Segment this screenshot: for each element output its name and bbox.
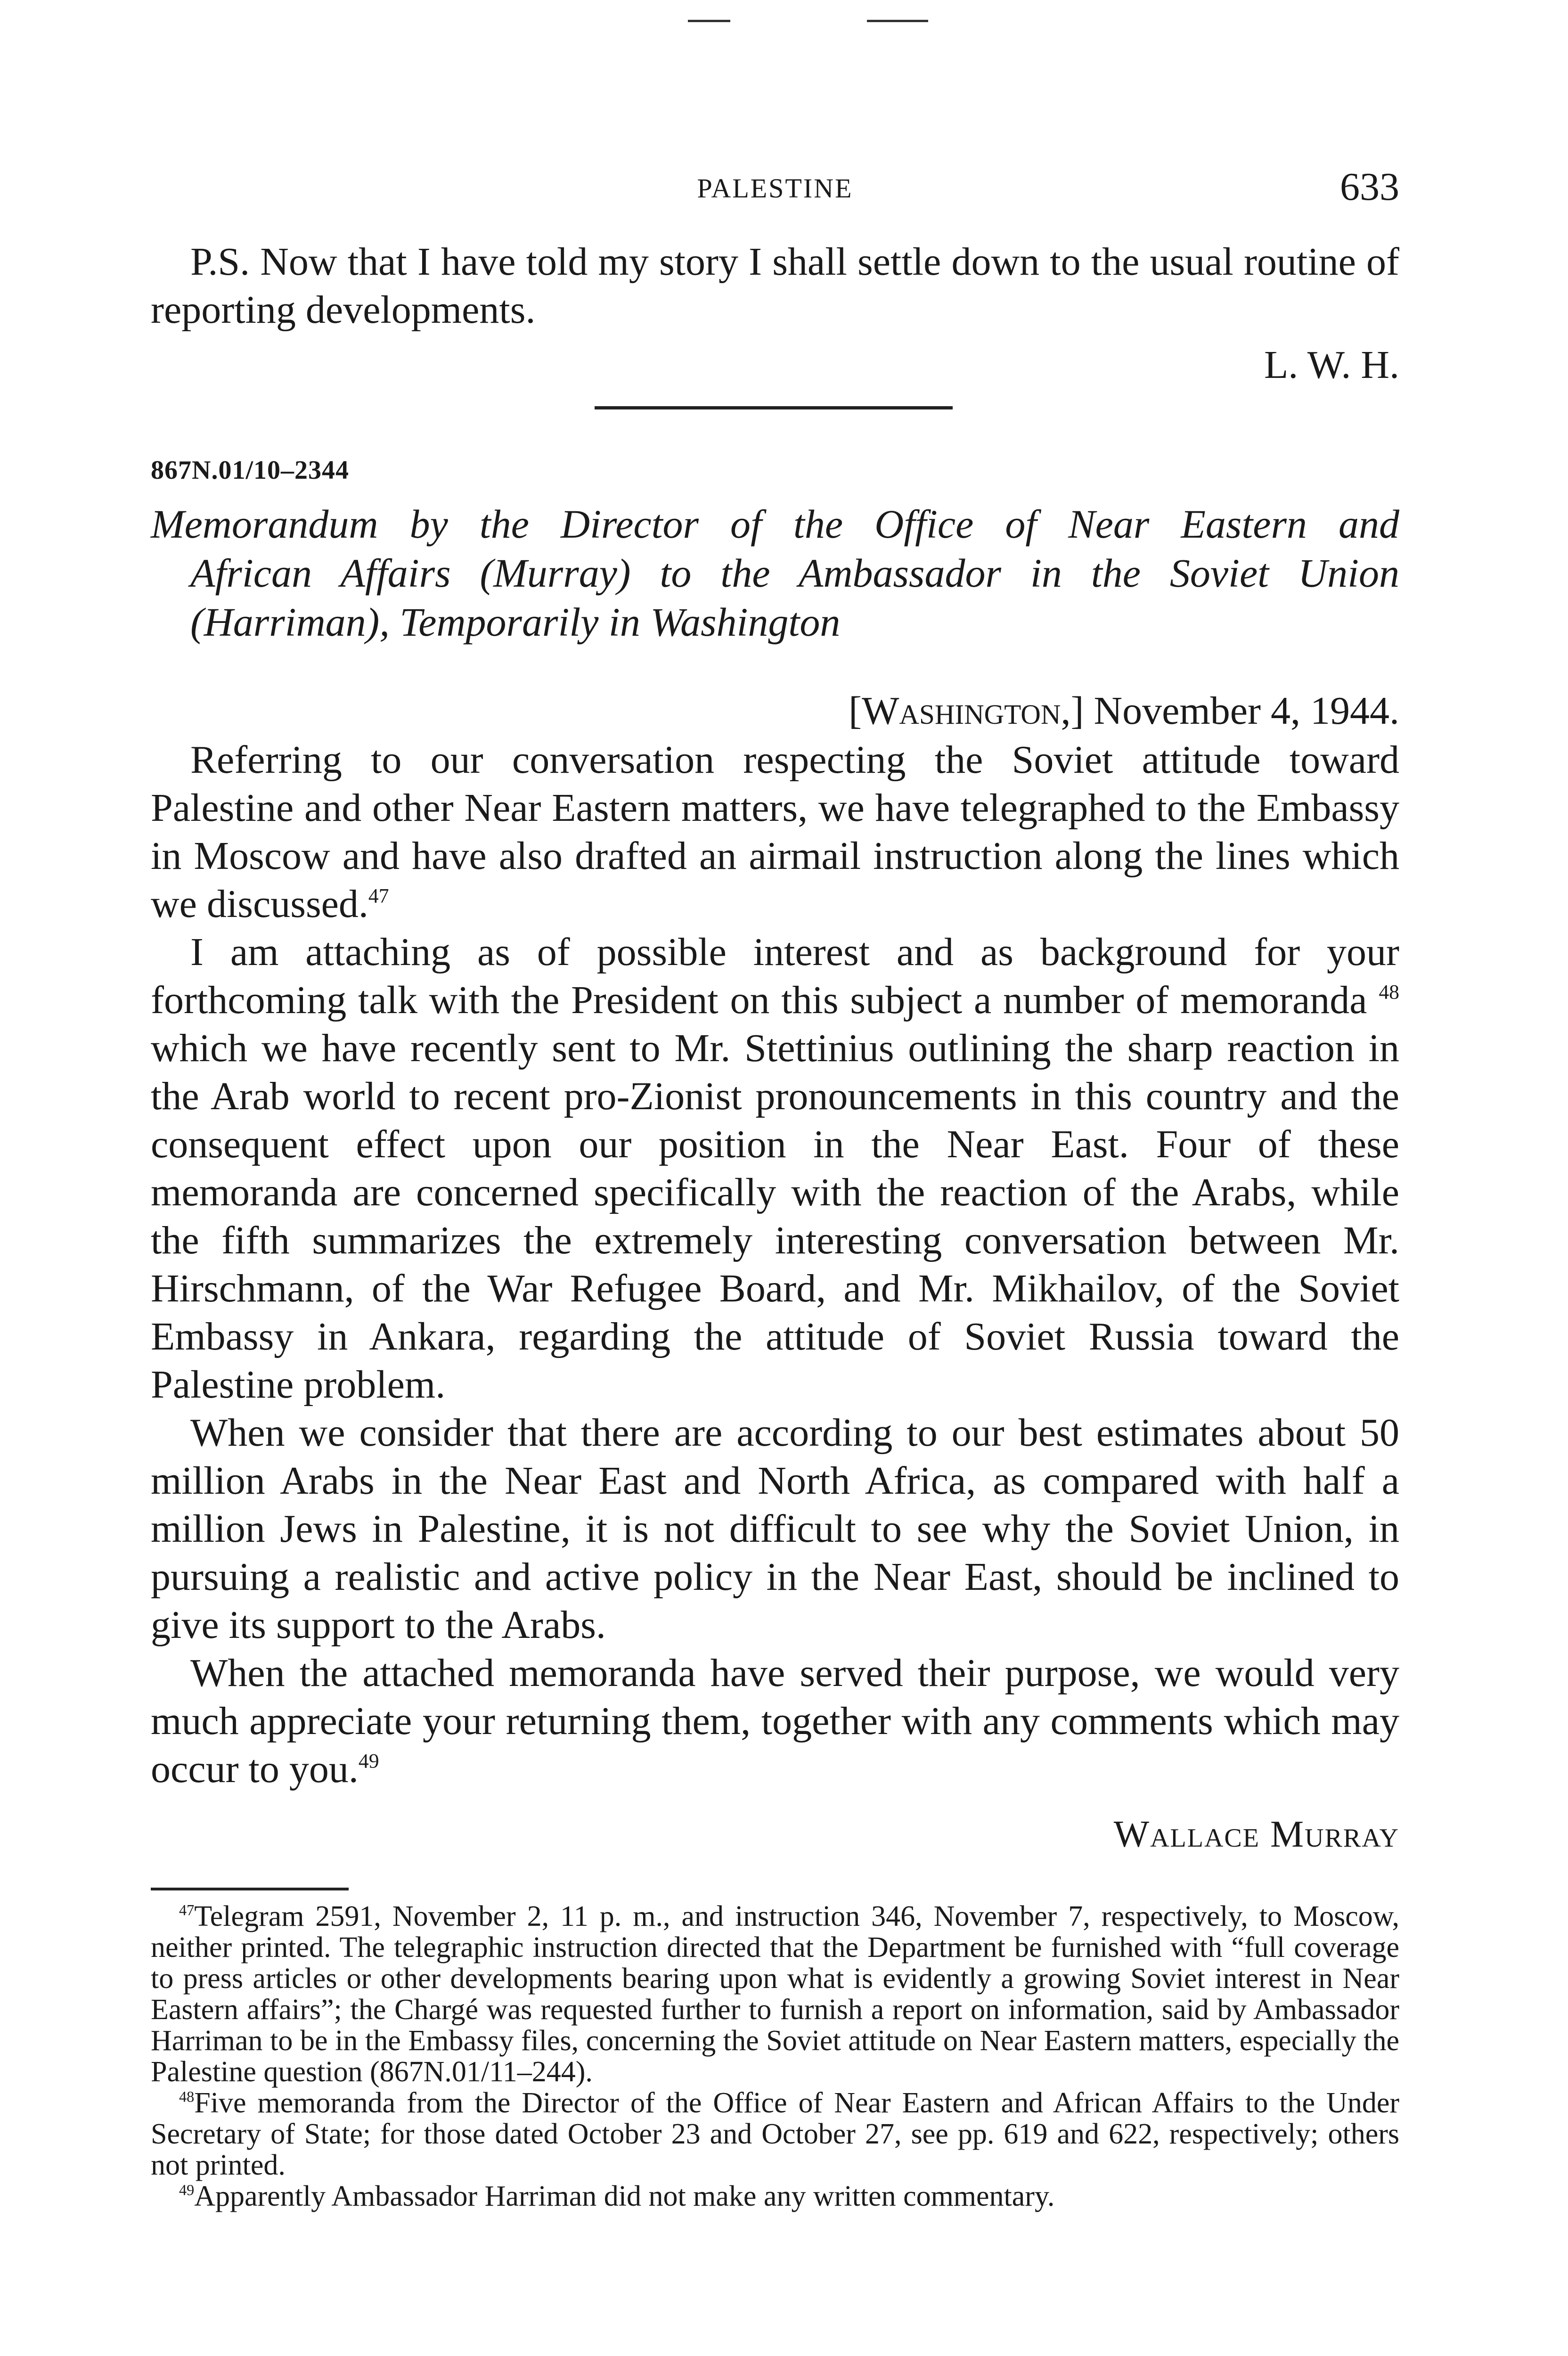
postscript-text: P.S. Now that I have told my story I shall settle down to the usual routine of reporting developments. [151,240,1399,332]
paragraph-text: I am attaching as of possible interest and as background for your forthcoming talk with the President on this subject a number of memoranda [151,930,1399,1022]
footnote [151,1901,1399,2087]
body-paragraph: When we consider that there are according to our best estimates about 50 million Arabs in the Near East and North Africa, as compared with half a million Jews in Palestine, it is not difficult to see why the Soviet Union, in pursuing a realistic and active policy in the Near East, should be inclined to give its support to the Arabs. [151,1411,1399,1647]
section-divider [595,406,953,409]
paragraph-text: When the attached memoranda have served their purpose, we would very much appreciate your returning them, together with any comments which may occur to you. [151,1651,1399,1791]
heading-line: African Affairs (Murray) to the Ambassador in the Soviet Union [190,550,1399,596]
footnote-number: 47 [179,1901,195,1919]
body-paragraph [151,1649,1399,1793]
footnote-reference[interactable]: 48 [1379,981,1399,1004]
footnote-rule [151,1888,349,1890]
file-number: 867N.01/10–2344 [151,456,349,485]
footnotes [151,1901,1399,2212]
document-heading [151,499,1399,646]
postscript-initials: L. W. H. [1264,343,1399,387]
footnote [151,2087,1399,2181]
footnote-text: Five memoranda from the Director of the Office of Near Eastern and African Affairs to the Under Secretary of State; for those dated October 23 and October 27, see pp. 619 and 622, respectively; others not printed. [151,2087,1399,2181]
footnote-text: Apparently Ambassador Harriman did not make any written commentary. [194,2180,1055,2212]
memorandum-body [151,736,1399,1793]
dateline-date: November 4, 1944. [1084,689,1399,733]
footnote-text: Telegram 2591, November 2, 11 p. m., and instruction 346, November 7, respectively, to Moscow, neither printed. The telegraphic instruction directed that the Department be furnished with “full coverage to press articles or other developments bearing upon what is evidently a growing Soviet interest in Near Eastern affairs”; the Chargé was requested further to furnish a report on information, said by Ambassador Harriman to be in the Embassy files, concerning the Soviet attitude on Near Eastern matters, especially the Palestine question (867N.01/11–244). [151,1900,1399,2088]
dateline-place: [Washington,] [849,689,1084,733]
page-number: 633 [1340,165,1399,209]
postscript [151,238,1399,334]
running-head [151,164,1399,216]
body-paragraph [151,928,1399,1409]
footnote-number: 49 [179,2181,195,2199]
paragraph-text: Referring to our conversation respecting the Soviet attitude toward Palestine and other Near Eastern matters, we have telegraphed to the Embassy in Moscow and have also drafted an airmail instruction along the lines which we discussed. [151,738,1399,926]
top-mark-right [867,20,928,22]
heading-line: Memorandum by the Director of the Office of Near Eastern and [151,501,1399,547]
footnote-number: 48 [179,2088,195,2105]
heading-line: (Harriman), Temporarily in Washington [190,599,841,645]
paragraph-text: which we have recently sent to Mr. Stettinius outlining the sharp reaction in the Arab world to recent pro-Zionist pronouncements in this country and the consequent effect upon our position in the Near East. Four of these memoranda are concerned specifically with the reaction of the Arabs, while the fifth summarizes the extremely interesting conversation between Mr. Hirschmann, of the War Refugee Board, and Mr. Mikhailov, of the Soviet Embassy in Ankara, regarding the attitude of Soviet Russia toward the Palestine problem. [151,1026,1399,1407]
body-paragraph [151,736,1399,928]
footnote [151,2181,1399,2212]
running-title: PALESTINE [697,173,853,204]
dateline [849,688,1399,734]
signature: Wallace Murray [1113,1814,1399,1855]
top-mark-left [688,20,730,22]
footnote-reference[interactable]: 49 [358,1750,379,1773]
top-margin-marks [688,20,933,23]
footnote-reference[interactable]: 47 [368,884,389,908]
